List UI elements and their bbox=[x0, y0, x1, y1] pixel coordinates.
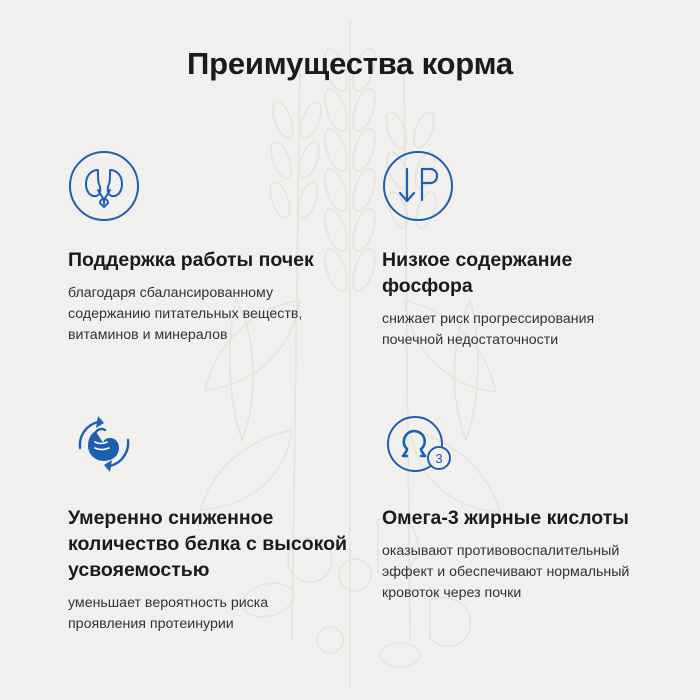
svg-text:3: 3 bbox=[435, 451, 443, 466]
feature-description: снижает риск прогрессирования почечной недостаточности bbox=[382, 310, 595, 348]
feature-card-phosphorus bbox=[382, 150, 682, 351]
feature-title: Поддержка работы почек bbox=[68, 249, 314, 271]
feature-card-omega3 bbox=[382, 408, 682, 604]
page-title: Преимущества корма bbox=[187, 46, 513, 81]
feature-title: Низкое содержание фосфора bbox=[382, 249, 573, 297]
kidneys-icon bbox=[68, 150, 140, 222]
phosphorus-down-arrow-icon bbox=[382, 150, 454, 222]
feature-title: Омега-3 жирные кислоты bbox=[382, 507, 629, 529]
feature-description: оказывают противовоспалительный эффект и обеспечивают нормальный кровоток через почки bbox=[382, 542, 630, 601]
features-grid bbox=[0, 150, 700, 690]
feature-card-protein bbox=[68, 408, 368, 635]
feature-description: уменьшает вероятность риска проявления протеинурии bbox=[68, 594, 269, 632]
feature-card-kidneys bbox=[68, 150, 368, 346]
omega-3-icon bbox=[382, 408, 454, 480]
stomach-cycle-icon bbox=[68, 408, 140, 480]
feature-description: благодаря сбалансированному содержанию питательных веществ, витаминов и минералов bbox=[68, 284, 303, 343]
feature-title: Умеренно сниженное количество белка с высокой усвояемостью bbox=[68, 507, 348, 581]
